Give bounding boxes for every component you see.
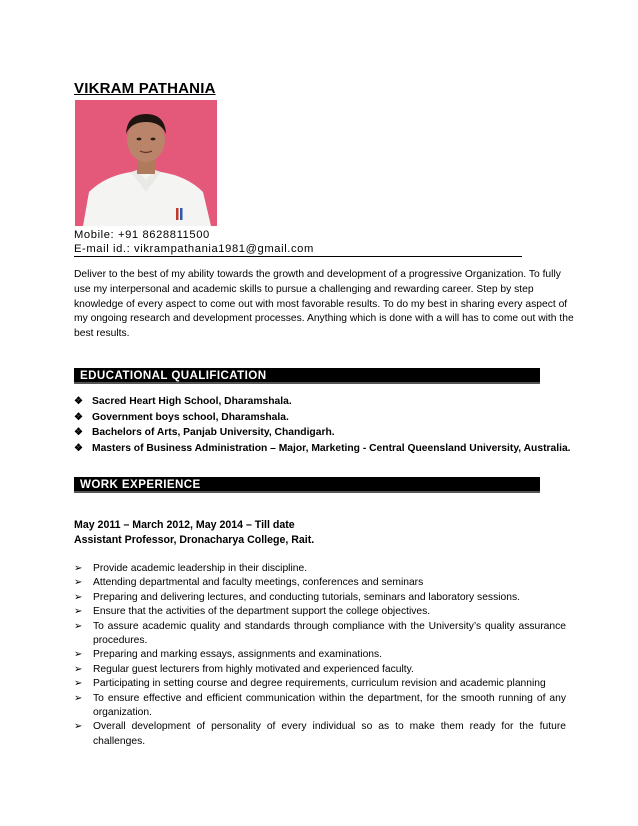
diamond-bullet-icon: ❖: [74, 427, 83, 439]
job-dates: May 2011 – March 2012, May 2014 – Till date: [74, 519, 295, 531]
education-heading: EDUCATIONAL QUALIFICATION: [80, 369, 267, 382]
job-title: Assistant Professor, Dronacharya College, Rait.: [74, 534, 315, 546]
duty-item: ➢ Overall development of personality of every individual so as to make them ready for the future challenges.: [74, 720, 566, 749]
duty-item: ➢ Attending departmental and faculty meetings, conferences and seminars: [74, 576, 566, 590]
diamond-bullet-icon: ❖: [74, 442, 83, 454]
arrow-bullet-icon: ➢: [74, 678, 83, 690]
duty-item: ➢ Provide academic leadership in their discipline.: [74, 562, 566, 576]
diamond-bullet-icon: ❖: [74, 396, 83, 407]
duty-item: ➢ To ensure effective and efficient communication within the department, for the smooth running of any organization.: [74, 692, 566, 721]
contact-info: [74, 228, 314, 256]
duty-item: ➢ Preparing and marking essays, assignments and examinations.: [74, 648, 566, 662]
education-item: ❖ Bachelors of Arts, Panjab University, Chandigarh.: [74, 425, 604, 441]
arrow-bullet-icon: ➢: [74, 663, 83, 675]
profile-photo: [75, 100, 217, 226]
duty-item: ➢ Participating in setting course and degree requirements, curriculum revision and academic planning: [74, 677, 566, 691]
duty-item: ➢ Regular guest lecturers from highly motivated and experienced faculty.: [74, 663, 566, 677]
education-item: ❖ Government boys school, Dharamshala.: [74, 410, 604, 426]
education-list: [74, 394, 604, 456]
career-objective: Deliver to the best of my ability towards the growth and development of a progressive Organization. To fully use my interpersonal and academic skills to pursue a challenging and rewarding career. Step by step knowledge of every aspect to come out with most favorable results. To do my best in sharing every aspect of my ongoing research and development processes. Anything which is done with a will has to come out with the best results.: [74, 269, 574, 340]
diamond-bullet-icon: ❖: [74, 411, 83, 423]
arrow-bullet-icon: ➢: [74, 692, 83, 704]
duty-item: ➢ Preparing and delivering lectures, and conducting tutorials, seminars and laboratory sessions.: [74, 591, 566, 605]
work-section-header: [74, 477, 540, 493]
duty-item: ➢ To assure academic quality and standards through compliance with the University’s quality assurance procedures.: [74, 620, 566, 649]
education-item: ❖ Sacred Heart High School, Dharamshala.: [74, 394, 604, 410]
arrow-bullet-icon: ➢: [74, 606, 83, 618]
arrow-bullet-icon: ➢: [74, 649, 83, 661]
education-section-header: [74, 368, 540, 384]
arrow-bullet-icon: ➢: [74, 591, 83, 603]
arrow-bullet-icon: ➢: [74, 721, 83, 733]
education-item: ❖ Masters of Business Administration – Major, Marketing - Central Queensland University, Australia.: [74, 441, 604, 457]
mobile-number: Mobile: +91 8628811500: [74, 229, 210, 241]
arrow-bullet-icon: ➢: [74, 620, 83, 632]
email-address: E-mail id.: vikrampathania1981@gmail.com: [74, 243, 314, 255]
work-heading: WORK EXPERIENCE: [80, 478, 201, 491]
divider-line: [74, 256, 522, 257]
duties-list: [74, 562, 566, 749]
arrow-bullet-icon: ➢: [74, 563, 83, 574]
duty-item: ➢ Ensure that the activities of the department support the college objectives.: [74, 605, 566, 619]
arrow-bullet-icon: ➢: [74, 577, 83, 589]
candidate-name: VIKRAM PATHANIA: [74, 80, 216, 97]
